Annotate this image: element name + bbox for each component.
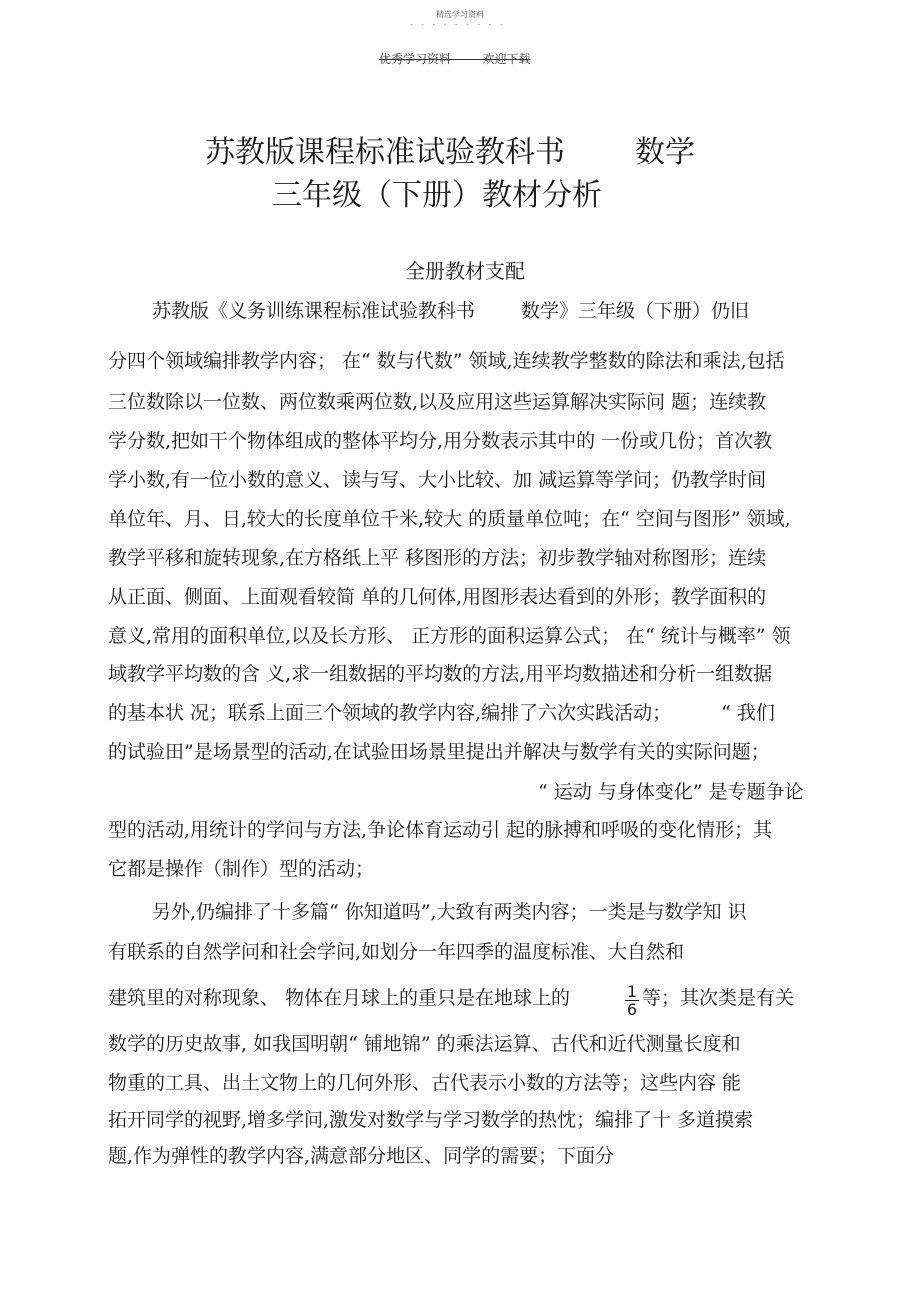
paragraph1-line-11 [108,701,775,725]
paragraph2-line: 有联系的自然学问和社会学问,如划分一年四季的温度标准、大自然和 [108,941,685,963]
paragraph2-line-after-fraction: 等；其次类是有关 [642,987,795,1009]
paragraph2-line: 另外,仍编排了十多篇“ 你知道吗”,大致有两类内容；一类是与数学知 识 [152,901,747,923]
paragraph1-line: 意义,常用的面积单位,以及长方形、 正方形的面积运算公式； 在“ 统计与概率” 领 [108,625,791,647]
fraction-denominator: 6 [626,1000,638,1019]
paragraph2-line: 题,作为弹性的教学内容,满意部分地区、同学的需要；下面分 [108,1145,615,1167]
p1-first-line-part1: 苏教版《义务训练课程标准试验教科书 [152,300,476,322]
paragraph1-line: 从正面、侧面、上面观看较简 单的几何体,用图形表达看到的外形；教学面积的 [108,586,767,608]
paragraph1-line: 学分数,把如干个物体组成的整体平均分,用分数表示其中的 一份或几份；首次教 [108,430,773,452]
paragraph1-line: 单位年、月、日,较大的长度单位千米,较大 的质量单位吨；在“ 空间与图形” 领域, [108,508,791,530]
paragraph1-line: 学小数,有一位小数的意义、读与写、大小比较、加 减运算等学问；仍教学时间 [108,469,767,491]
p1-first-line-part2: 数学》三年级（下册）仍旧 [521,300,750,322]
title-line1-part2: 数学 [635,135,695,170]
fraction-one-sixth [625,983,639,1018]
paragraph1-line: 域教学平均数的含 义,求一组数据的平均数的方法,用平均数描述和分析一组数据 [108,663,773,685]
p1-line11-part1: 的基本状 况；联系上面三个领域的教学内容,编排了六次实践活动； [108,702,672,724]
paragraph1-line-12: 的试验田”是场景型的活动,在试验田场景里提出并解决与数学有关的实际问题； [108,741,770,763]
paragraph2-line: 拓开同学的视野,增多学问,激发对数学与学习数学的热忱；编排了十 多道摸索 [108,1109,754,1131]
header-main-text: 优秀学习资料 - - - -欢迎下载 [379,52,531,66]
paragraph1-line: 三位数除以一位数、两位数乘两位数,以及应用这些运算解决实际问 题；连续教 [108,391,767,413]
paragraph1-line-15: 它都是操作（制作）型的活动； [108,858,375,880]
paragraph1-first-line [152,299,749,323]
header-dashes: - - - - - - - - - [410,20,506,29]
paragraph1-line-14: 型的活动,用统计的学问与方法,争论体育运动引 起的脉搏和呼吸的变化情形；其 [108,819,773,841]
section-heading: 全册教材支配 [405,259,525,283]
paragraph1-line: 分四个领域编排教学内容； 在“ 数与代数” 领域,连续教学整数的除法和乘法,包括 [108,350,785,372]
paragraph2-line-with-fraction: 建筑里的对称现象、 物体在月球上的重只是在地球上的 [108,987,571,1009]
paragraph2-line: 数学的历史故事, 如我国明朝“ 铺地锦” 的乘法运算、古代和近代测量长度和 [108,1033,741,1055]
paragraph2-line: 物重的工具、出土文物上的几何外形、古代表示小数的方法等；这些内容 能 [108,1072,742,1094]
header-small-text: 精选学习资料 [436,10,484,19]
fraction-numerator: 1 [626,982,638,1001]
paragraph1-line: 教学平移和旋转现象,在方格纸上平 移图形的方法；初步教学轴对称图形；连续 [108,547,767,569]
title-line1-part1: 苏教版课程标准试验教科书 [205,135,565,170]
p1-line11-part2: “ 我们 [721,702,775,724]
document-title-line2: 三年级（下册）教材分析 [272,178,602,213]
document-title-line1 [205,127,695,171]
paragraph1-line-13: “ 运动 与身体变化” 是专题争论 [538,781,804,803]
